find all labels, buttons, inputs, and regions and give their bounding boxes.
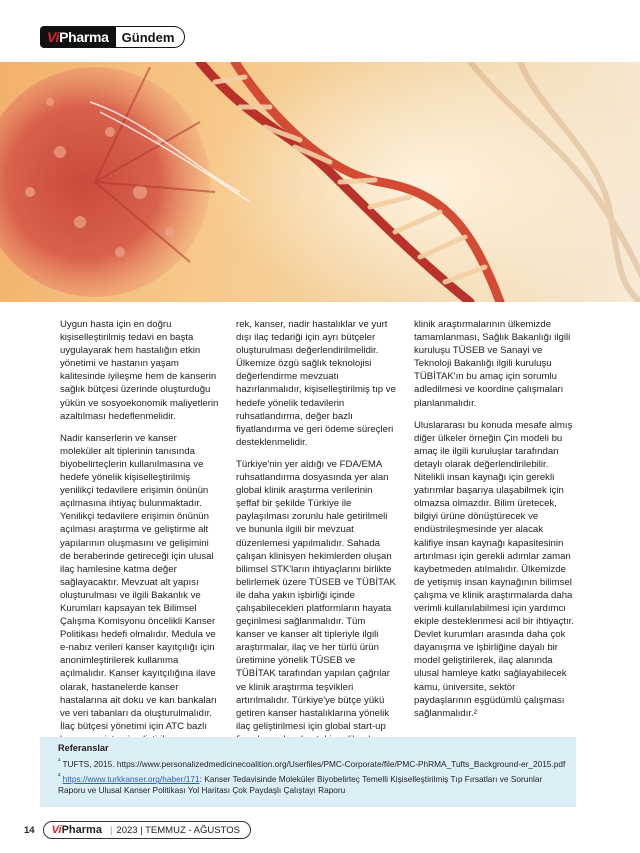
text-column-2 [236,318,396,768]
text-column-3 [414,318,574,729]
page-number: 14 [24,824,35,836]
footer-logo-suffix: Pharma [61,824,102,836]
footer-logo-prefix: Vi [51,824,62,836]
issue-date: 2023 | TEMMUZ - AĞUSTOS [116,824,240,836]
footer-logo-badge [43,821,251,839]
section-tag: Gündem [116,26,186,48]
paragraph: Uygun hasta için en doğru kişiselleştirilmiş tedavi en başta uygulayarak hem hastalığın etkin yönetimi ve hastanın yaşam kalitesinde iyileşme hem de kanserin sağlık bütçesi üzerinde oluşturduğu yükün ve sosyoekonomik maliyetlerin azaltılması hedeflenmelidir. [60,319,219,422]
paragraph: Nadir kanserlerin ve kanser moleküler alt tiplerinin tanısında biyobelirteçlerin kullanılmasına ve hedefe yönelik kişiselleştirilmiş yenilikçi tedavilere erişimin önünün açılmasına ihtiyaç bulunmaktadır. Yenilikçi tedavilere erişimin önünün açılması araştırma ve geliştirme alt yapılarının oluşmasını ve gelişimini de beraberinde getireceği için ulusal ilaç hamlesine katma değer sağlayacaktır. Mevzuat alt yapısı oluşturulması ve ilgili Bakanlık ve Kurumları kapsayan tek Bilimsel Çalışma Komisyonu öncelikli Kanser Politikası hedefi olmalıdır. Medula ve e-nabız verileri kanser kayıtçılığı için anonimleştirilerek kullanıma açılmalıdır. Kanser kayıtçılığına ilave olarak, hastanelerde kanser hastalarına ait doku ve kan bankaları ve veri tabanları da oluşturulmalıdır. İlaç bütçesi yönetimi için ATC bazlı [60,432,217,732]
references-box [40,737,576,807]
paragraph: klinik araştırmalarının ülkemizde tamamlanması, Sağlık Bakanlığı ilgili kuruluşu TÜSEB ve Sanayi ve Teknoloji Bakanlığı ilgili kuruluşu TÜBİTAK'ın bu amaç için sorumlu adledilmesi ve koordine çalışmaları planlanmalıdır. [414,319,571,409]
reference-text: TUFTS, 2015. https://www.personalizedmedicinecoalition.org/Userfiles/PMC-Corporate/file/PMC-PhRMA_Tufts_Background-er_2015.pdf [62,758,566,769]
reference-text: : Kanser Tedavisinde Moleküler Biyobelirteç Temelli Kişiselleştirilmiş Tıp Fırsatları ve Sorunlar Raporu ve Ulusal Kanser Politikası Yol Haritası Çok Paydaşlı Çalıştayı Raporu [58,773,543,796]
reference-marker: ¹ [58,758,61,766]
hero-illustration [0,62,640,302]
reference-1 [58,756,566,770]
reference-2 [58,771,566,796]
paragraph: Uluslararası bu konuda mesafe almış diğer ülkeler örneğin Çin modeli bu amaç ile ilgili kuruluşlar tarafından detaylı olarak değerlendirilebilir. Nitelikli insan kaynağı için gerekli yatırımlar başarıya ulaşabilmek için olmazsa olmazdır. Bilim üretecek, bilgiyi ürüne dönüştürecek ve endüstrileşmesinde yer alacak kalifiye insan kaynağı kapasitesinin artırılması için gerekli adımlar zaman kaybetmeden atılmalıdır. Ülkemizde de yetişmiş insan kaynağının bilimsel çalışma ve klinik araştırmalarda daha verimli kullanılabilmesi için yardımcı ekiple desteklenmesi acil bir ihtiyaçtır. Devlet kurumları arasında daha çok dayanışma ve işbirliğine dayalı bir model geliştirilerek, ilaç alanında ulusal hamleye katkı sağlayabilecek kamu, üniversite, sektör paydaşlarının eşgüdümlü çalışması sağlanmalıdır.² [414,419,574,719]
text-column-1 [60,318,220,755]
vipharma-logo [40,26,116,48]
reference-marker: ² [58,773,61,781]
paragraph: Türkiye'nin yer aldığı ve FDA/EMA ruhsatlandırma dosyasında yer alan global klinik araştırma verilerinin şeffaf bir şekilde Türkiye ile paylaşılması zorunlu hale getirilmeli ve bununla ilgili bir mevzuat düzenlemesi yapılmalıdır. Sahada çalışan klinisyen hekimlerden oluşan bilimsel STK'ların ihtiyaçlarını birlikte belirlemek üzere TÜSEB ve TÜBİTAK ile daha yakın işbirliği içinde çalışabilecekleri platformların hayata geçirilmesi sağlanmalıdır. Tüm kanser ve kanser alt tipleriyle ilgili araştırmalar, ilaç ve her türlü ürün üretimine yönelik TÜSEB ve TÜBİTAK tarafından yapılan çağrılar ve klinik araştırma teşvikleri artırılmalıdır. Türkiye'ye bütçe yükü getiren kanser hastalıklarına yönelik ilaç geliştirilmesi için global start-up [236,458,396,732]
dna-cancer-cell-illustration [0,62,640,302]
logo-prefix: Vi [47,29,60,45]
paragraph: rek, kanser, nadir hastalıklar ve yurt dışı ilaç tedariği için ayrı bütçeler oluşturulması değerlendirilmelidir. Ülkemize özgü sağlık teknolojisi değerlendirme mevzuatı hazırlanmalıdır, kişiselleştirilmiş tıp ve hedefe yönelik tedavilerin ruhsatlandırma, değer bazlı fiyatlandırma ve geri ödeme süreçleri desteklenmelidir. [236,319,396,448]
page-header [40,24,185,50]
references-title: Referanslar [58,743,109,753]
page-footer [24,820,251,840]
logo-suffix: Pharma [59,29,109,45]
footer-logo [52,824,102,836]
footer-separator: | [109,824,113,836]
reference-link[interactable]: https://www.turkkanser.org/haber/171 [62,773,200,784]
